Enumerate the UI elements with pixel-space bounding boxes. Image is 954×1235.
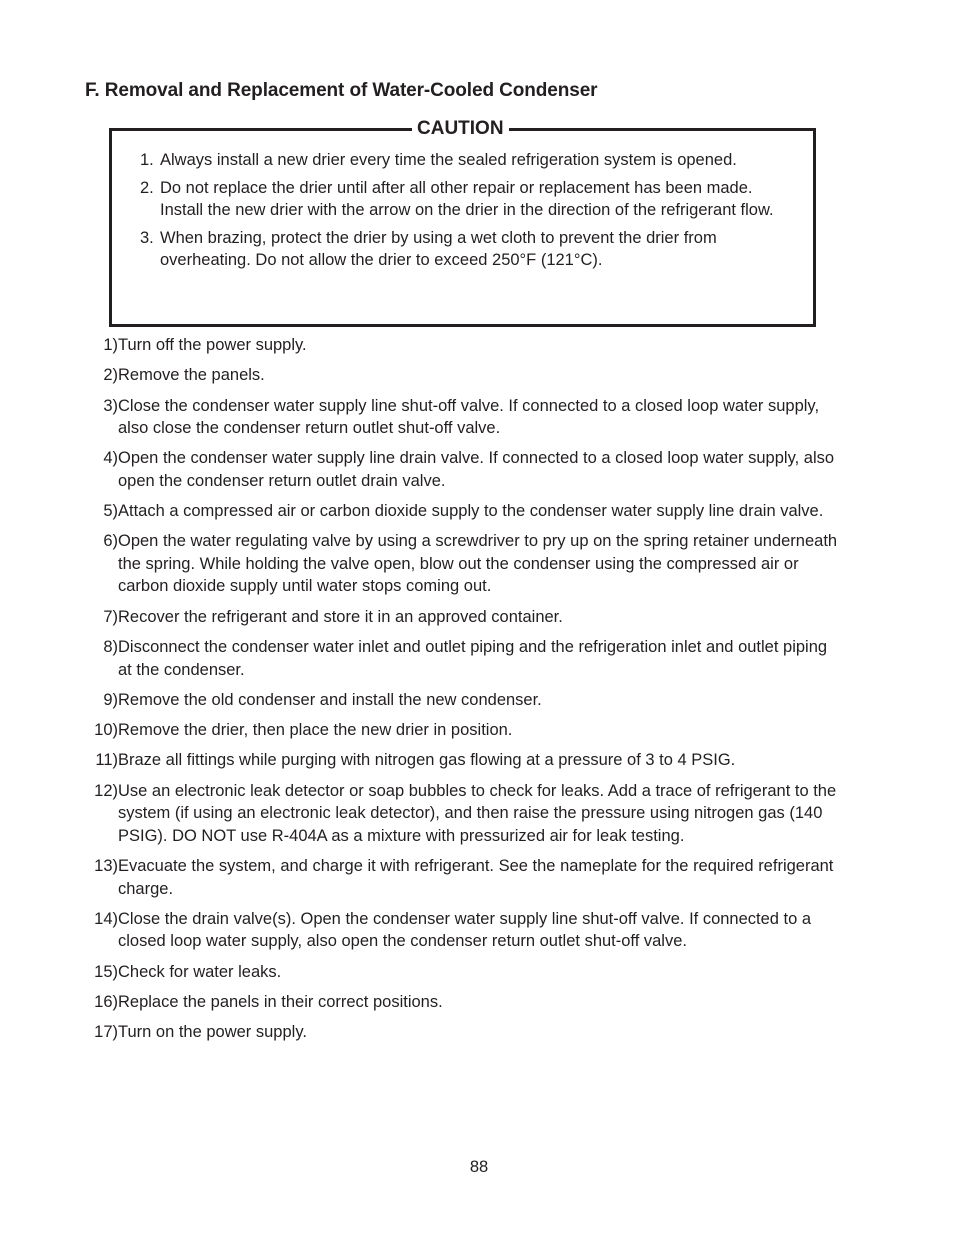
step-number: 13)	[94, 857, 118, 876]
procedure-step	[84, 689, 844, 712]
step-number: 1)	[103, 336, 118, 354]
caution-item	[140, 227, 800, 272]
step-number: 12)	[94, 781, 118, 800]
caution-title: CAUTION	[412, 117, 509, 141]
step-text: Turn on the power supply.	[118, 1023, 307, 1042]
caution-item-text: When brazing, protect the drier by using a wet cloth to prevent the drier from overheating. Do not allow the drier to exceed 250°F (121°C).	[160, 228, 717, 269]
caution-item-text: Always install a new drier every time the sealed refrigeration system is opened.	[160, 151, 737, 169]
caution-item	[140, 177, 800, 222]
step-text: Remove the old condenser and install the new condenser.	[118, 690, 542, 709]
procedure-step	[84, 961, 844, 984]
step-text: Check for water leaks.	[118, 962, 282, 981]
procedure-step	[84, 749, 844, 772]
caution-item-text: Do not replace the drier until after all other repair or replacement has been made. Install the new drier with the arrow on the drier in the direction of the refrigerant flow.	[160, 178, 774, 219]
step-text: Attach a compressed air or carbon dioxide supply to the condenser water supply line drain valve.	[118, 502, 824, 521]
procedure-steps	[84, 334, 844, 1052]
step-number: 2)	[103, 366, 118, 385]
step-text: Open the water regulating valve by using a screwdriver to pry up on the spring retainer underneath the spring. While holding the valve open, blow out the condenser using the compressed air or carbon dioxide supply until water stops coming out.	[118, 532, 838, 596]
step-text: Open the condenser water supply line drain valve. If connected to a closed loop water supply, also open the condenser return outlet drain valve.	[118, 449, 835, 490]
page-number: 88	[469, 1158, 489, 1176]
step-number: 15)	[94, 962, 118, 981]
step-number: 5)	[103, 502, 118, 521]
step-text: Use an electronic leak detector or soap bubbles to check for leaks. Add a trace of refrigerant to the system (if using an electronic leak detector), and then raise the pressure using nitrogen gas (140 PSIG). DO NOT use R-404A as a mixture with pressurized air for leak testing.	[118, 781, 837, 845]
step-text: Remove the panels.	[118, 366, 265, 385]
caution-item-number: 2.	[140, 178, 154, 197]
procedure-step	[84, 1021, 844, 1044]
caution-item	[140, 149, 800, 172]
section-heading: F. Removal and Replacement of Water-Cooled Condenser	[85, 80, 598, 101]
step-number: 11)	[95, 751, 118, 770]
caution-item-number: 3.	[140, 228, 154, 247]
step-number: 10)	[94, 721, 118, 740]
procedure-step	[84, 606, 844, 629]
procedure-step	[84, 530, 844, 598]
step-number: 16)	[94, 992, 118, 1011]
step-text: Braze all fittings while purging with nitrogen gas flowing at a pressure of 3 to 4 PSIG.	[118, 751, 736, 770]
caution-list	[140, 149, 800, 277]
step-number: 9)	[103, 690, 118, 709]
step-number: 6)	[103, 532, 118, 551]
step-text: Close the condenser water supply line shut-off valve. If connected to a closed loop water supply, also close the condenser return outlet shut-off valve.	[118, 396, 820, 438]
step-text: Recover the refrigerant and store it in an approved container.	[118, 607, 563, 626]
procedure-step	[84, 991, 844, 1014]
step-text: Remove the drier, then place the new drier in position.	[118, 721, 513, 740]
step-number: 8)	[103, 638, 118, 657]
procedure-step	[84, 364, 844, 387]
procedure-step	[84, 500, 844, 523]
step-text: Evacuate the system, and charge it with refrigerant. See the nameplate for the required refrigerant charge.	[118, 857, 834, 898]
caution-item-number: 1.	[140, 151, 154, 169]
procedure-step	[84, 334, 844, 357]
step-text: Replace the panels in their correct positions.	[118, 992, 443, 1011]
step-number: 7)	[103, 607, 118, 626]
procedure-step	[84, 780, 844, 848]
step-number: 14)	[94, 909, 118, 928]
step-text: Close the drain valve(s). Open the condenser water supply line shut-off valve. If connected to a closed loop water supply, also open the condenser return outlet shut-off valve.	[118, 909, 812, 951]
step-text: Disconnect the condenser water inlet and outlet piping and the refrigeration inlet and outlet piping at the condenser.	[118, 638, 828, 679]
caution-box	[109, 118, 816, 327]
procedure-step	[84, 855, 844, 900]
step-number: 17)	[94, 1023, 118, 1042]
step-number: 3)	[103, 396, 118, 415]
procedure-step	[84, 908, 844, 953]
procedure-step	[84, 395, 844, 440]
step-number: 4)	[103, 449, 118, 468]
procedure-step	[84, 719, 844, 742]
procedure-step	[84, 636, 844, 681]
step-text: Turn off the power supply.	[118, 336, 307, 354]
procedure-step	[84, 447, 844, 492]
